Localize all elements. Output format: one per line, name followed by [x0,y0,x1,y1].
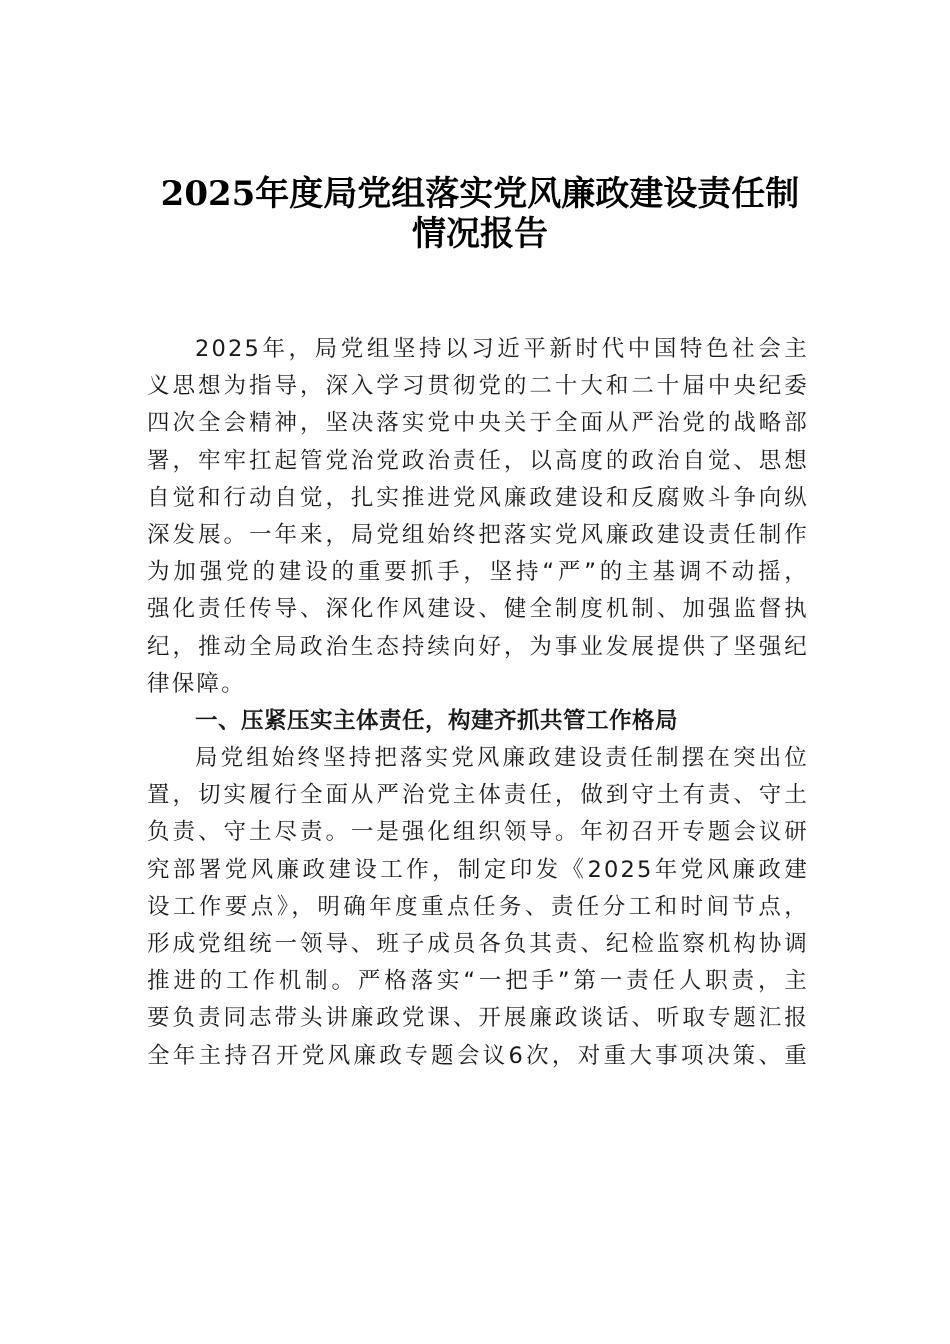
text-line: 四次全会精神，坚决落实党中央关于全面从严治党的战略部 [147,410,809,437]
text-line: 要负责同志带头讲廉政党课、开展廉政谈话、听取专题汇报 [147,1005,809,1032]
text-line: 形成党组统一领导、班子成员各负其责、纪检监察机构协调 [147,931,809,957]
text-line: 强化责任传导、深化作风建设、健全制度机制、加强监督执 [147,596,809,623]
text-line: 义思想为指导，深入学习贯彻党的二十大和二十届中央纪委 [147,373,809,400]
text-line: 置，切实履行全面从严治党主体责任，做到守土有责、守土 [147,782,809,809]
text-line: 局党组始终坚持把落实党风廉政建设责任制摆在突出位 [195,745,809,772]
text-line: 2025年，局党组坚持以习近平新时代中国特色社会主 [195,336,809,362]
text-line: 深发展。一年来，局党组始终把落实党风廉政建设责任制作 [147,521,809,548]
document-body [147,331,809,1075]
paragraph-section-1 [147,740,809,1075]
text-line: 纪，推动全局政治生态持续向好，为事业发展提供了坚强纪 [147,633,809,660]
paragraph-intro [147,331,809,703]
text-line: 自觉和行动自觉，扎实推进党风廉政建设和反腐败斗争向纵 [147,484,809,511]
section-heading: 一、压紧压实主体责任，构建齐抓共管工作格局 [195,707,679,734]
text-line: 负责、守土尽责。一是强化组织领导。年初召开专题会议研 [147,819,809,846]
document-title-line-1: 2025年度局党组落实党风廉政建设责任制 [160,174,800,214]
text-line: 设工作要点》，明确年度重点任务、责任分工和时间节点， [147,893,809,920]
text-line: 全年主持召开党风廉政专题会议6次，对重大事项决策、重 [147,1042,809,1069]
text-line: 律保障。 [147,670,246,697]
document-title-line-2: 情况报告 [412,214,548,254]
text-line: 究部署党风廉政建设工作，制定印发《2025年党风廉政建 [147,856,809,883]
text-line: 推进的工作机制。严格落实“一把手”第一责任人职责，主 [147,968,809,995]
text-line: 为加强党的建设的重要抓手，坚持“严”的主基调不动摇， [147,559,809,586]
text-line: 署，牢牢扛起管党治党政治责任，以高度的政治自觉、思想 [147,447,809,474]
